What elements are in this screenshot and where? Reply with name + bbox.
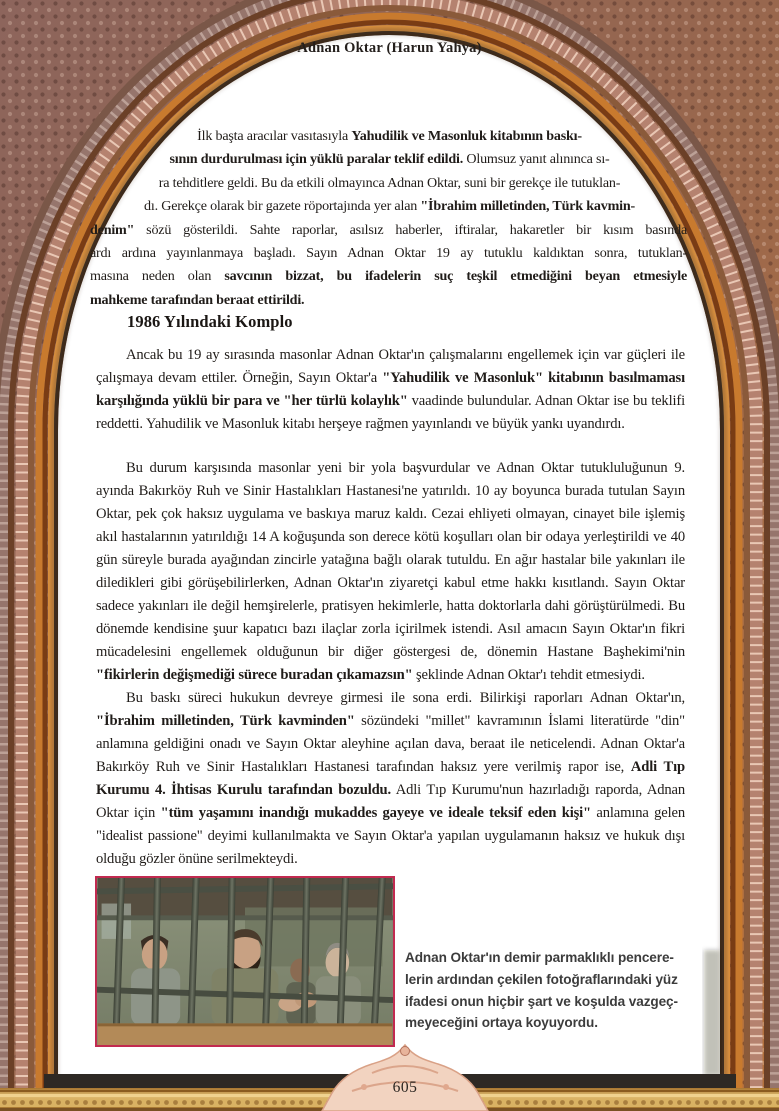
prison-window-photo (95, 876, 395, 1047)
paragraph-3: Bu durum karşısında masonlar yeni bir yola başvurdular ve Adnan Oktar tutukluluğunun 9. ayında Bakırköy Ruh ve Sinir Hastalıkları Hastanesi'ne yatırıldı. 10 ay boyunca burada tutulan Sayın Oktar, pek çok haksız uygulama ve baskıya maruz kaldı. Cezai ehliyeti olmayan, cinayet bile işlemiş akıl hastalarının yatırıldığı 14 A koğuşunda son derece kötü koşulları olan bir odaya yerleştirildi ve 40 gün süreyle burada ayağından zincirle yatağına bağlı olarak tutuldu. En ağır hastalar bile yakınları ile diledikleri gibi görüşebilirlerken, Adnan Oktar'ın ziyaretçi kabul etme hakkı kısıtlandı. Sayın Oktar sadece yakınları ile değil hemşirelerle, pratisyen hekimlerle, hatta doktorlarla dahi görüştürülmedi. Bu dönemde kendisine şuur kapatıcı bazı ilaçlar zorla içirilmek istendi. Asıl amacın Sayın Oktar'ın fikri mücadelesini engellemek olduğunun bir diğer göstergesi de, dönemin Hastane Başhekimi'nin "fikirlerin değişmediği sürece buradan çıkamazsın" şeklinde Adnan Oktar'ı tehdit etmesiydi. (96, 460, 685, 683)
caption-line: Adnan Oktar'ın demir parmaklıklı pencere- (405, 950, 674, 965)
paragraph-2: Ancak bu 19 ay sırasında masonlar Adnan Oktar'ın çalışmalarını engellemek için var güçleri ile çalışmaya devam ettiler. Örneğin, Sayın Oktar'a "Yahudilik ve Masonluk" kitabının basılmaması karşılığında yüklü bir para ve "her türlü kolaylık" vaadinde bulundular. Adnan Oktar ise bu teklifi reddetti. Yahudilik ve Masonluk kitabı herşeye rağmen yayınlandı ve büyük yankı uyandırdı. (96, 347, 685, 432)
caption-line: lerin ardından çekilen fotoğraflarındaki yüz (405, 971, 678, 987)
section-heading: 1986 Yılındaki Komplo (127, 312, 293, 331)
paragraph-intro (0, 125, 779, 312)
text-line: ardı ardına yayınlanmaya başladı. Sayın Adnan Oktar 19 ay tutuklu kaldıktan sonra, tutuklan- (90, 245, 687, 262)
text-line: dı. Gerekçe olarak bir gazete röportajında yer alan "İbrahim milletinden, Türk kavmin- (144, 198, 635, 215)
text-line: sının durdurulması için yüklü paralar teklif edildi. Olumsuz yanıt alınınca sı- (169, 151, 610, 168)
text-line: İlk başta aracılar vasıtasıyla Yahudilik ve Masonluk kitabının baskı- (197, 128, 582, 144)
photo-caption (405, 947, 705, 1034)
prison-window-photo-art (97, 878, 393, 1045)
crest-ornament-art (312, 1043, 498, 1111)
page-number: 605 (392, 1079, 418, 1096)
caption-line: ifadesi onun hiçbir şart ve koşulda vazgeç- (405, 993, 678, 1009)
page-header: Adnan Oktar (Harun Yahya) (297, 40, 482, 56)
paragraph-4: Bu baskı süreci hukukun devreye girmesi ile sona erdi. Bilirkişi raporları Adnan Oktar'ın, "İbrahim milletinden, Türk kavminden" sözündeki "millet" kavramının İslami literatürde "din" anlamına geldiğini onadı ve Sayın Oktar aleyhine açılan dava, beraat ile neticelendi. Adnan Oktar'a Bakırköy Ruh ve Sinir Hastalıkları Hastanesi tarafından haksız yere verilmiş rapor ise, Adli Tıp Kurumu 4. İhtisas Kurulu tarafından bozuldu. Adli Tıp Kurumu'nun hazırladığı raporda, Adnan Oktar için "tüm yaşamını inandığı mukaddes gayeye ve ideale teksif eden kişi" anlamına gelen "idealist passione" deyimi kullanılmakta ve Sayın Oktar'a yapılan uygulamanın haksız ve hukuk dışı olduğu gözler önüne serilmekteydi. (96, 690, 686, 867)
text-line: mahkeme tarafından beraat ettirildi. (90, 291, 305, 308)
text-line: ra tehditlere geldi. Bu da etkili olmayınca Adnan Oktar, suni bir gerekçe ile tutuklan- (158, 174, 621, 191)
text-line: denim" sözü gösterildi. Sahte raporlar, asılsız haberler, iftiralar, hakaretler bir kısım basında (90, 221, 687, 238)
text-line: masına neden olan savcının bizzat, bu ifadelerin suç teşkil etmediğini beyan etmesiyle (90, 268, 687, 285)
caption-line: meyeceğini ortaya koyuyordu. (405, 1015, 598, 1031)
crest-ornament (312, 1043, 498, 1111)
